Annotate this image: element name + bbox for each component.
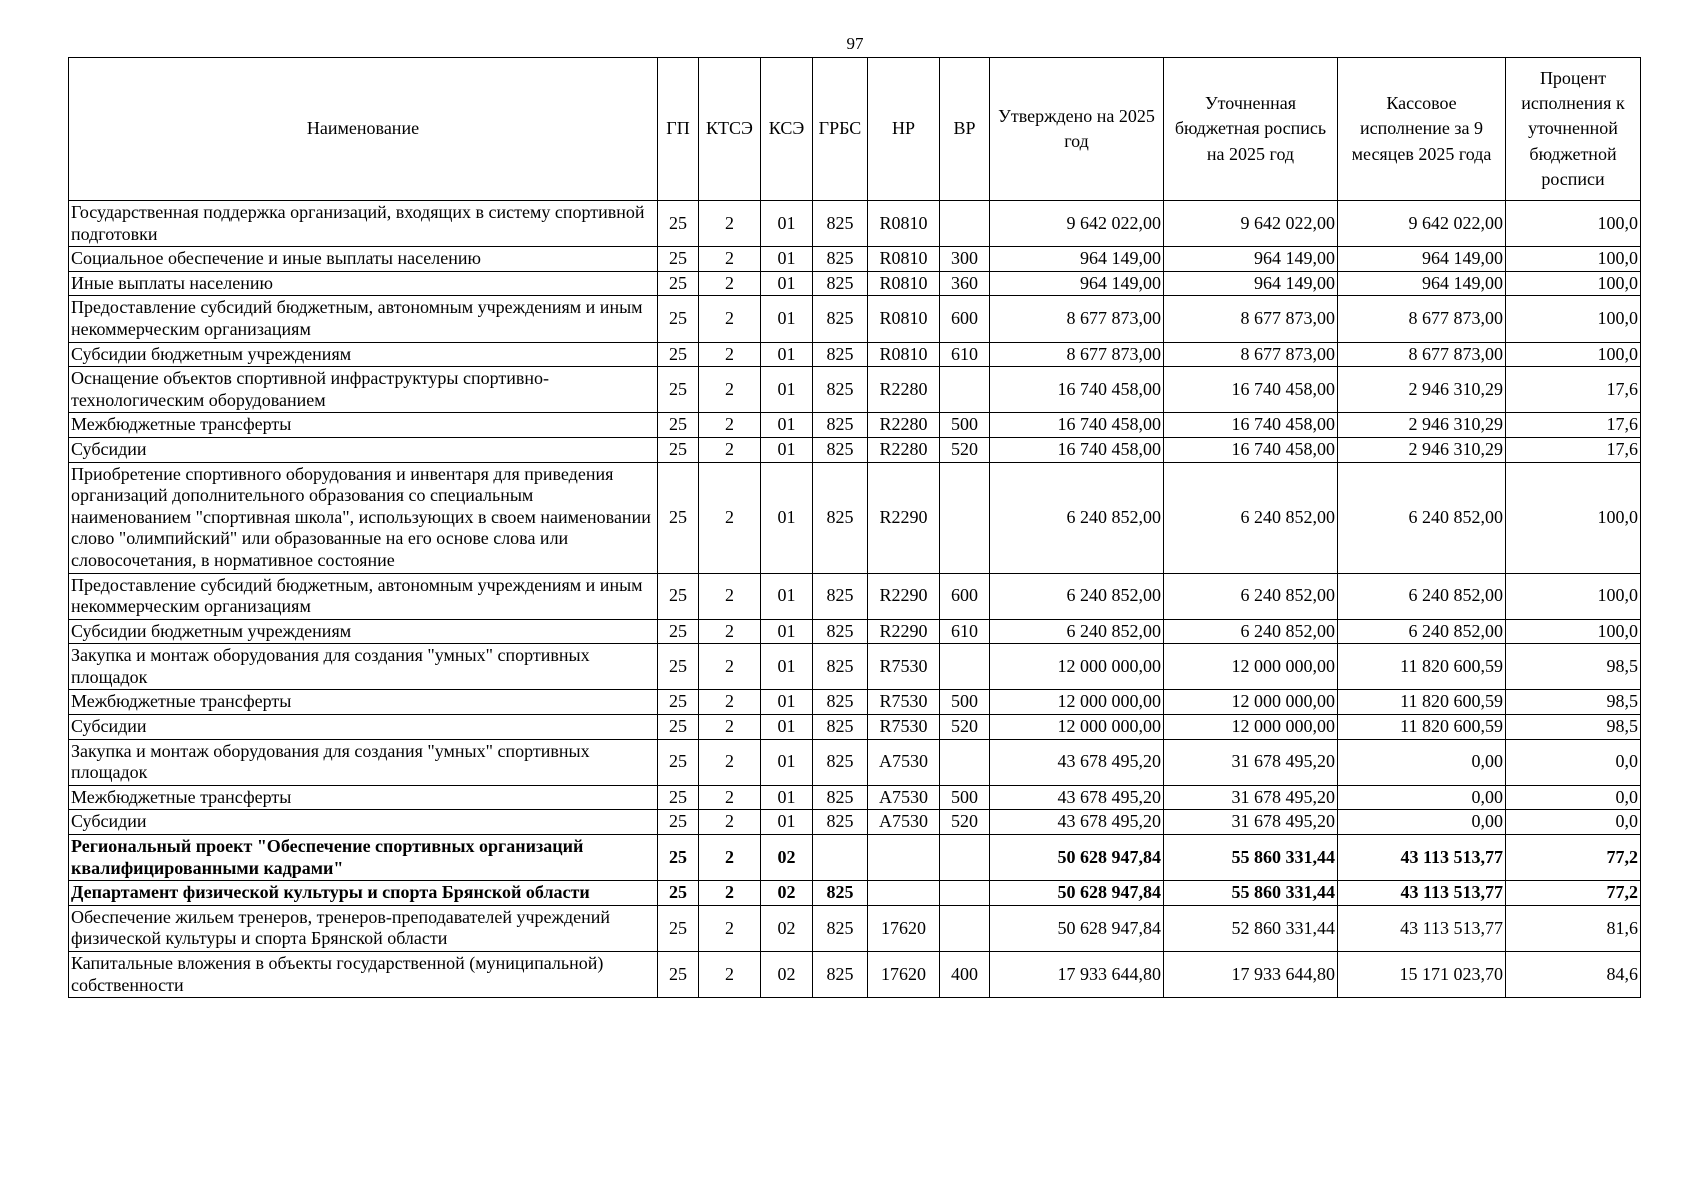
cell-vr: 500 xyxy=(940,413,990,438)
cell-cash: 43 113 513,77 xyxy=(1338,835,1506,881)
cell-vr xyxy=(940,905,990,951)
cell-refined: 55 860 331,44 xyxy=(1164,881,1338,906)
cell-percent: 81,6 xyxy=(1506,905,1641,951)
cell-vr: 400 xyxy=(940,952,990,998)
cell-percent: 100,0 xyxy=(1506,573,1641,619)
table-row xyxy=(69,271,1641,296)
cell-gp: 25 xyxy=(658,342,699,367)
cell-percent: 17,6 xyxy=(1506,413,1641,438)
table-row xyxy=(69,367,1641,413)
cell-kse: 02 xyxy=(761,952,813,998)
cell-gp: 25 xyxy=(658,296,699,342)
cell-ktse: 2 xyxy=(699,367,761,413)
cell-cash: 964 149,00 xyxy=(1338,271,1506,296)
cell-name: Департамент физической культуры и спорта Брянской области xyxy=(69,881,658,906)
cell-grbs: 825 xyxy=(813,715,868,740)
cell-percent: 0,0 xyxy=(1506,810,1641,835)
cell-name: Субсидии xyxy=(69,715,658,740)
cell-percent: 0,0 xyxy=(1506,739,1641,785)
cell-nr: R0810 xyxy=(868,342,940,367)
cell-approved: 50 628 947,84 xyxy=(990,881,1164,906)
cell-kse: 01 xyxy=(761,342,813,367)
table-row xyxy=(69,810,1641,835)
cell-kse: 01 xyxy=(761,462,813,573)
cell-percent: 17,6 xyxy=(1506,367,1641,413)
cell-kse: 01 xyxy=(761,413,813,438)
cell-kse: 01 xyxy=(761,367,813,413)
cell-kse: 01 xyxy=(761,271,813,296)
cell-grbs: 825 xyxy=(813,644,868,690)
cell-gp: 25 xyxy=(658,462,699,573)
cell-gp: 25 xyxy=(658,952,699,998)
cell-kse: 01 xyxy=(761,739,813,785)
cell-nr: R7530 xyxy=(868,644,940,690)
cell-refined: 52 860 331,44 xyxy=(1164,905,1338,951)
table-header-row xyxy=(69,58,1641,201)
cell-refined: 31 678 495,20 xyxy=(1164,739,1338,785)
cell-kse: 01 xyxy=(761,573,813,619)
cell-vr: 600 xyxy=(940,573,990,619)
cell-refined: 6 240 852,00 xyxy=(1164,462,1338,573)
cell-nr: R0810 xyxy=(868,201,940,247)
cell-cash: 9 642 022,00 xyxy=(1338,201,1506,247)
cell-cash: 6 240 852,00 xyxy=(1338,619,1506,644)
cell-vr: 500 xyxy=(940,690,990,715)
cell-cash: 8 677 873,00 xyxy=(1338,342,1506,367)
cell-nr: R0810 xyxy=(868,296,940,342)
table-row xyxy=(69,690,1641,715)
header-name: Наименование xyxy=(69,58,658,201)
cell-percent: 77,2 xyxy=(1506,881,1641,906)
cell-vr xyxy=(940,367,990,413)
cell-percent: 17,6 xyxy=(1506,437,1641,462)
cell-name: Иные выплаты населению xyxy=(69,271,658,296)
cell-kse: 01 xyxy=(761,690,813,715)
cell-vr: 520 xyxy=(940,715,990,740)
cell-vr xyxy=(940,739,990,785)
cell-kse: 01 xyxy=(761,247,813,272)
cell-grbs: 825 xyxy=(813,619,868,644)
cell-cash: 0,00 xyxy=(1338,739,1506,785)
budget-execution-table xyxy=(68,57,1641,998)
table-row xyxy=(69,201,1641,247)
table-row xyxy=(69,785,1641,810)
cell-vr: 610 xyxy=(940,619,990,644)
cell-percent: 100,0 xyxy=(1506,619,1641,644)
cell-percent: 100,0 xyxy=(1506,247,1641,272)
cell-grbs: 825 xyxy=(813,367,868,413)
cell-cash: 2 946 310,29 xyxy=(1338,437,1506,462)
cell-kse: 01 xyxy=(761,715,813,740)
cell-grbs: 825 xyxy=(813,690,868,715)
cell-ktse: 2 xyxy=(699,785,761,810)
cell-refined: 17 933 644,80 xyxy=(1164,952,1338,998)
cell-approved: 50 628 947,84 xyxy=(990,835,1164,881)
cell-ktse: 2 xyxy=(699,342,761,367)
cell-nr: R2290 xyxy=(868,573,940,619)
cell-gp: 25 xyxy=(658,905,699,951)
cell-approved: 6 240 852,00 xyxy=(990,573,1164,619)
cell-approved: 43 678 495,20 xyxy=(990,739,1164,785)
cell-kse: 01 xyxy=(761,785,813,810)
cell-grbs: 825 xyxy=(813,271,868,296)
cell-refined: 964 149,00 xyxy=(1164,247,1338,272)
table-row xyxy=(69,296,1641,342)
cell-vr xyxy=(940,462,990,573)
cell-gp: 25 xyxy=(658,835,699,881)
cell-nr: A7530 xyxy=(868,810,940,835)
cell-nr: R7530 xyxy=(868,690,940,715)
cell-cash: 11 820 600,59 xyxy=(1338,690,1506,715)
cell-refined: 8 677 873,00 xyxy=(1164,296,1338,342)
cell-percent: 100,0 xyxy=(1506,296,1641,342)
header-cash: Кассовое исполнение за 9 месяцев 2025 года xyxy=(1338,58,1506,201)
cell-percent: 77,2 xyxy=(1506,835,1641,881)
cell-approved: 43 678 495,20 xyxy=(990,810,1164,835)
cell-ktse: 2 xyxy=(699,952,761,998)
cell-refined: 16 740 458,00 xyxy=(1164,413,1338,438)
header-refined: Уточненная бюджетная роспись на 2025 год xyxy=(1164,58,1338,201)
cell-ktse: 2 xyxy=(699,462,761,573)
cell-percent: 98,5 xyxy=(1506,690,1641,715)
cell-nr xyxy=(868,835,940,881)
cell-name: Межбюджетные трансферты xyxy=(69,413,658,438)
cell-refined: 31 678 495,20 xyxy=(1164,785,1338,810)
cell-ktse: 2 xyxy=(699,690,761,715)
cell-nr: R2280 xyxy=(868,437,940,462)
cell-ktse: 2 xyxy=(699,644,761,690)
cell-grbs: 825 xyxy=(813,413,868,438)
cell-approved: 12 000 000,00 xyxy=(990,644,1164,690)
cell-name: Капитальные вложения в объекты государственной (муниципальной) собственности xyxy=(69,952,658,998)
cell-grbs: 825 xyxy=(813,462,868,573)
cell-name: Межбюджетные трансферты xyxy=(69,785,658,810)
cell-approved: 17 933 644,80 xyxy=(990,952,1164,998)
cell-approved: 43 678 495,20 xyxy=(990,785,1164,810)
cell-gp: 25 xyxy=(658,785,699,810)
cell-vr: 600 xyxy=(940,296,990,342)
cell-nr: R0810 xyxy=(868,271,940,296)
cell-kse: 02 xyxy=(761,905,813,951)
cell-percent: 84,6 xyxy=(1506,952,1641,998)
cell-ktse: 2 xyxy=(699,247,761,272)
cell-gp: 25 xyxy=(658,881,699,906)
cell-gp: 25 xyxy=(658,413,699,438)
cell-grbs: 825 xyxy=(813,881,868,906)
cell-name: Оснащение объектов спортивной инфраструктуры спортивно-технологическим оборудованием xyxy=(69,367,658,413)
cell-ktse: 2 xyxy=(699,810,761,835)
cell-percent: 0,0 xyxy=(1506,785,1641,810)
cell-cash: 15 171 023,70 xyxy=(1338,952,1506,998)
cell-nr: A7530 xyxy=(868,785,940,810)
cell-cash: 0,00 xyxy=(1338,810,1506,835)
cell-ktse: 2 xyxy=(699,881,761,906)
cell-percent: 98,5 xyxy=(1506,715,1641,740)
cell-gp: 25 xyxy=(658,739,699,785)
cell-percent: 98,5 xyxy=(1506,644,1641,690)
cell-gp: 25 xyxy=(658,573,699,619)
cell-gp: 25 xyxy=(658,201,699,247)
cell-name: Закупка и монтаж оборудования для создания "умных" спортивных площадок xyxy=(69,644,658,690)
cell-cash: 964 149,00 xyxy=(1338,247,1506,272)
cell-refined: 6 240 852,00 xyxy=(1164,619,1338,644)
cell-cash: 43 113 513,77 xyxy=(1338,881,1506,906)
header-grbs: ГРБС xyxy=(813,58,868,201)
cell-refined: 31 678 495,20 xyxy=(1164,810,1338,835)
cell-gp: 25 xyxy=(658,437,699,462)
header-percent: Процент исполнения к уточненной бюджетной росписи xyxy=(1506,58,1641,201)
cell-grbs: 825 xyxy=(813,573,868,619)
table-row xyxy=(69,619,1641,644)
cell-grbs: 825 xyxy=(813,201,868,247)
cell-gp: 25 xyxy=(658,644,699,690)
cell-vr: 500 xyxy=(940,785,990,810)
cell-vr xyxy=(940,644,990,690)
cell-nr: R2280 xyxy=(868,367,940,413)
cell-nr: R2290 xyxy=(868,462,940,573)
cell-percent: 100,0 xyxy=(1506,271,1641,296)
cell-approved: 16 740 458,00 xyxy=(990,367,1164,413)
cell-kse: 01 xyxy=(761,201,813,247)
cell-refined: 16 740 458,00 xyxy=(1164,367,1338,413)
cell-approved: 964 149,00 xyxy=(990,271,1164,296)
cell-name: Предоставление субсидий бюджетным, автономным учреждениям и иным некоммерческим организациям xyxy=(69,296,658,342)
cell-gp: 25 xyxy=(658,715,699,740)
header-vr: ВР xyxy=(940,58,990,201)
cell-vr xyxy=(940,201,990,247)
cell-ktse: 2 xyxy=(699,413,761,438)
cell-gp: 25 xyxy=(658,271,699,296)
cell-gp: 25 xyxy=(658,690,699,715)
cell-percent: 100,0 xyxy=(1506,201,1641,247)
cell-name: Государственная поддержка организаций, входящих в систему спортивной подготовки xyxy=(69,201,658,247)
cell-refined: 12 000 000,00 xyxy=(1164,715,1338,740)
cell-kse: 01 xyxy=(761,296,813,342)
table-row xyxy=(69,881,1641,906)
table-row xyxy=(69,247,1641,272)
cell-kse: 01 xyxy=(761,810,813,835)
table-body xyxy=(69,201,1641,998)
cell-gp: 25 xyxy=(658,367,699,413)
cell-ktse: 2 xyxy=(699,739,761,785)
table-row xyxy=(69,952,1641,998)
cell-refined: 12 000 000,00 xyxy=(1164,644,1338,690)
header-kse: КСЭ xyxy=(761,58,813,201)
table-row xyxy=(69,715,1641,740)
table-row xyxy=(69,905,1641,951)
cell-approved: 6 240 852,00 xyxy=(990,619,1164,644)
table-row xyxy=(69,413,1641,438)
cell-approved: 6 240 852,00 xyxy=(990,462,1164,573)
cell-name: Региональный проект "Обеспечение спортивных организаций квалифицированными кадрами" xyxy=(69,835,658,881)
cell-vr: 610 xyxy=(940,342,990,367)
cell-grbs: 825 xyxy=(813,739,868,785)
cell-approved: 12 000 000,00 xyxy=(990,690,1164,715)
cell-vr: 300 xyxy=(940,247,990,272)
cell-name: Субсидии xyxy=(69,437,658,462)
cell-nr: R2290 xyxy=(868,619,940,644)
cell-cash: 43 113 513,77 xyxy=(1338,905,1506,951)
cell-gp: 25 xyxy=(658,247,699,272)
cell-kse: 01 xyxy=(761,644,813,690)
cell-vr: 360 xyxy=(940,271,990,296)
cell-vr: 520 xyxy=(940,810,990,835)
cell-kse: 01 xyxy=(761,619,813,644)
cell-name: Обеспечение жильем тренеров, тренеров-преподавателей учреждений физической культуры и спорта Брянской области xyxy=(69,905,658,951)
header-gp: ГП xyxy=(658,58,699,201)
cell-vr xyxy=(940,835,990,881)
cell-refined: 55 860 331,44 xyxy=(1164,835,1338,881)
cell-name: Межбюджетные трансферты xyxy=(69,690,658,715)
cell-percent: 100,0 xyxy=(1506,462,1641,573)
cell-name: Социальное обеспечение и иные выплаты населению xyxy=(69,247,658,272)
cell-cash: 2 946 310,29 xyxy=(1338,413,1506,438)
cell-grbs: 825 xyxy=(813,810,868,835)
header-approved: Утверждено на 2025 год xyxy=(990,58,1164,201)
cell-approved: 12 000 000,00 xyxy=(990,715,1164,740)
table-row xyxy=(69,573,1641,619)
page-number: 97 xyxy=(846,34,864,53)
cell-kse: 02 xyxy=(761,835,813,881)
cell-name: Закупка и монтаж оборудования для создания "умных" спортивных площадок xyxy=(69,739,658,785)
table-row xyxy=(69,342,1641,367)
cell-nr: R7530 xyxy=(868,715,940,740)
cell-name: Предоставление субсидий бюджетным, автономным учреждениям и иным некоммерческим организациям xyxy=(69,573,658,619)
cell-refined: 964 149,00 xyxy=(1164,271,1338,296)
cell-refined: 9 642 022,00 xyxy=(1164,201,1338,247)
cell-vr: 520 xyxy=(940,437,990,462)
cell-refined: 16 740 458,00 xyxy=(1164,437,1338,462)
cell-grbs: 825 xyxy=(813,342,868,367)
cell-cash: 11 820 600,59 xyxy=(1338,715,1506,740)
cell-grbs: 825 xyxy=(813,437,868,462)
cell-ktse: 2 xyxy=(699,271,761,296)
table-row xyxy=(69,644,1641,690)
cell-cash: 2 946 310,29 xyxy=(1338,367,1506,413)
cell-grbs: 825 xyxy=(813,296,868,342)
cell-percent: 100,0 xyxy=(1506,342,1641,367)
cell-nr: R2280 xyxy=(868,413,940,438)
cell-approved: 8 677 873,00 xyxy=(990,342,1164,367)
cell-ktse: 2 xyxy=(699,715,761,740)
cell-kse: 01 xyxy=(761,437,813,462)
cell-approved: 16 740 458,00 xyxy=(990,437,1164,462)
cell-approved: 964 149,00 xyxy=(990,247,1164,272)
cell-grbs: 825 xyxy=(813,247,868,272)
cell-approved: 16 740 458,00 xyxy=(990,413,1164,438)
cell-approved: 8 677 873,00 xyxy=(990,296,1164,342)
cell-name: Приобретение спортивного оборудования и инвентаря для приведения организаций дополнительного образования со специальным наименованием "спортивная школа", использующих в своем наименовании слово "олимпийский" или образованные на его основе слова или словосочетания, в нормативное состояние xyxy=(69,462,658,573)
cell-ktse: 2 xyxy=(699,573,761,619)
cell-grbs: 825 xyxy=(813,952,868,998)
cell-cash: 11 820 600,59 xyxy=(1338,644,1506,690)
cell-refined: 6 240 852,00 xyxy=(1164,573,1338,619)
table-row xyxy=(69,835,1641,881)
cell-ktse: 2 xyxy=(699,835,761,881)
cell-vr xyxy=(940,881,990,906)
cell-ktse: 2 xyxy=(699,296,761,342)
cell-refined: 12 000 000,00 xyxy=(1164,690,1338,715)
cell-grbs: 825 xyxy=(813,785,868,810)
cell-ktse: 2 xyxy=(699,201,761,247)
cell-grbs: 825 xyxy=(813,905,868,951)
cell-nr xyxy=(868,881,940,906)
cell-nr: A7530 xyxy=(868,739,940,785)
table-row xyxy=(69,739,1641,785)
cell-grbs xyxy=(813,835,868,881)
table-row xyxy=(69,462,1641,573)
cell-ktse: 2 xyxy=(699,437,761,462)
cell-refined: 8 677 873,00 xyxy=(1164,342,1338,367)
cell-cash: 0,00 xyxy=(1338,785,1506,810)
table-row xyxy=(69,437,1641,462)
header-nr: НР xyxy=(868,58,940,201)
cell-gp: 25 xyxy=(658,810,699,835)
cell-name: Субсидии xyxy=(69,810,658,835)
cell-ktse: 2 xyxy=(699,905,761,951)
header-ktse: КТСЭ xyxy=(699,58,761,201)
cell-approved: 50 628 947,84 xyxy=(990,905,1164,951)
cell-cash: 8 677 873,00 xyxy=(1338,296,1506,342)
cell-nr: 17620 xyxy=(868,905,940,951)
cell-name: Субсидии бюджетным учреждениям xyxy=(69,619,658,644)
cell-nr: 17620 xyxy=(868,952,940,998)
cell-cash: 6 240 852,00 xyxy=(1338,462,1506,573)
cell-name: Субсидии бюджетным учреждениям xyxy=(69,342,658,367)
cell-nr: R0810 xyxy=(868,247,940,272)
cell-cash: 6 240 852,00 xyxy=(1338,573,1506,619)
cell-ktse: 2 xyxy=(699,619,761,644)
cell-kse: 02 xyxy=(761,881,813,906)
cell-approved: 9 642 022,00 xyxy=(990,201,1164,247)
cell-gp: 25 xyxy=(658,619,699,644)
